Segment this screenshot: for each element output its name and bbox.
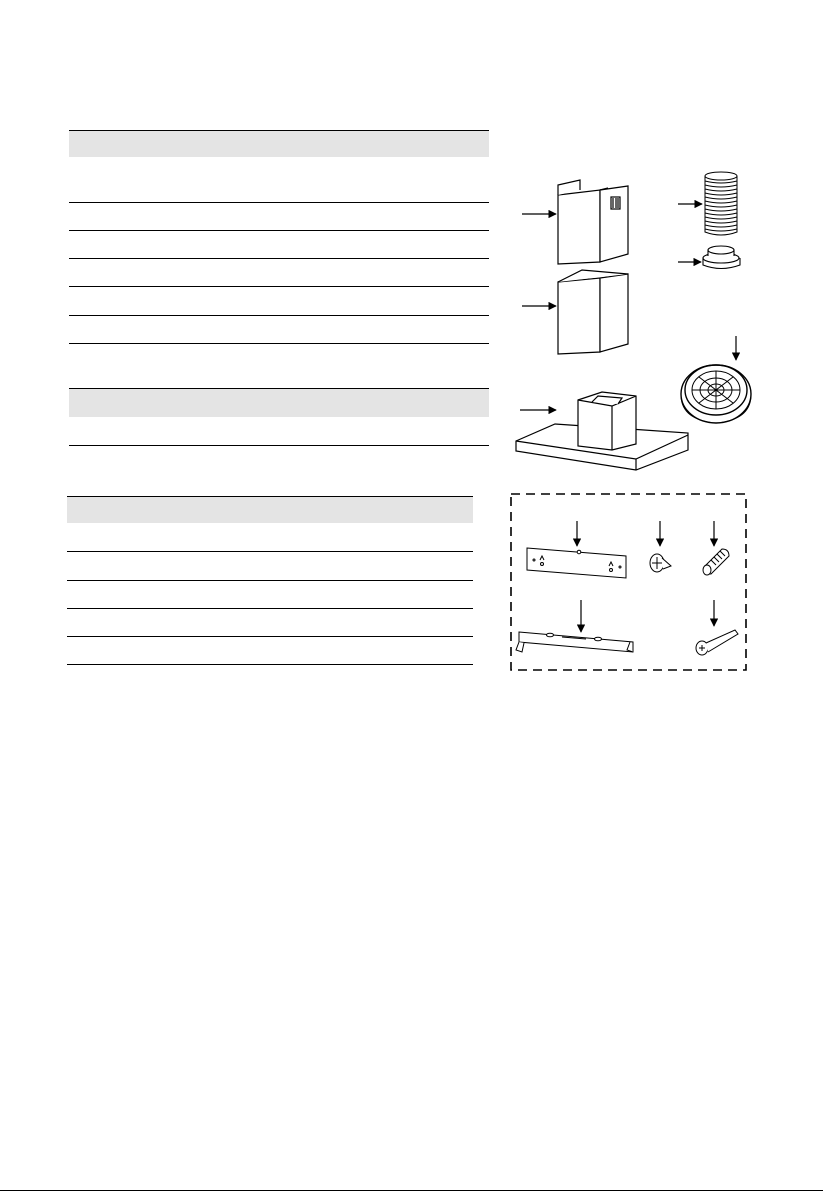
lower-chimney-icon: [558, 270, 628, 354]
upper-chimney-icon: [558, 180, 628, 264]
screw-icon: [650, 554, 671, 572]
flexible-duct-icon: [705, 172, 737, 235]
wall-plug-icon: [703, 549, 729, 575]
wall-bracket-icon: [527, 548, 626, 578]
duct-adapter-icon: [703, 246, 740, 269]
chimney-bracket-icon: [516, 632, 633, 652]
page-bottom-rule: [0, 1190, 823, 1191]
long-screw-icon: [696, 630, 738, 655]
hood-body-icon: [516, 392, 688, 470]
carbon-filter-icon: [681, 365, 751, 423]
